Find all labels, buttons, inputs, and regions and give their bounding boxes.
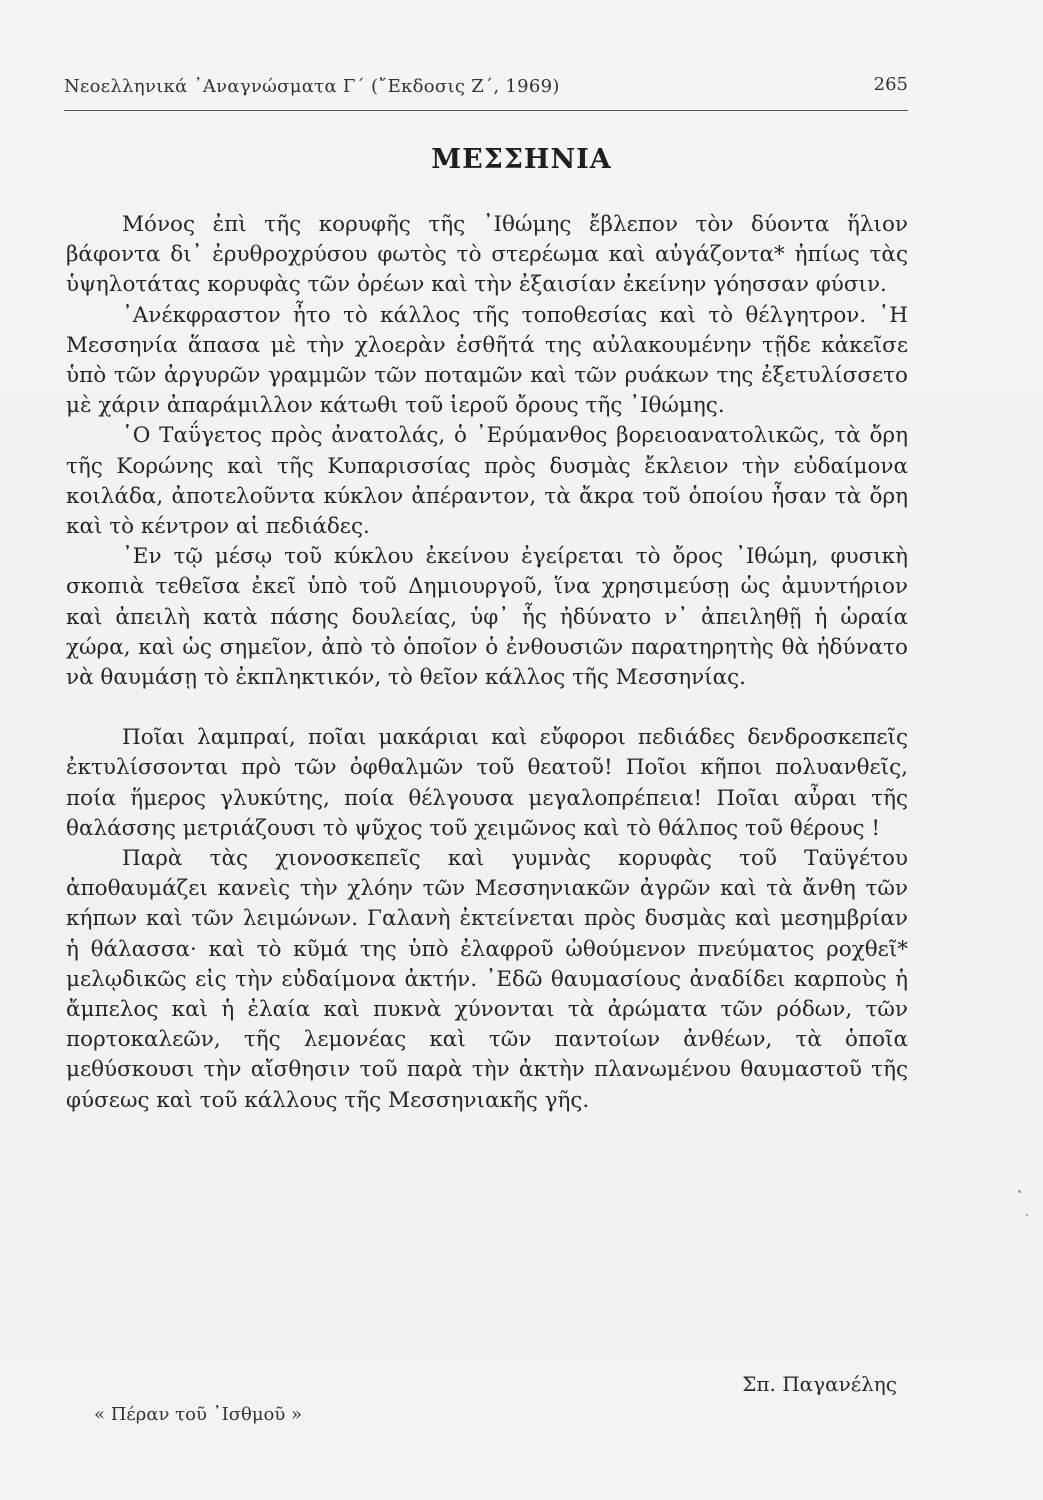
paragraph: ῾Ο Ταΰγετος πρὸς ἀνατολάς, ὁ ᾿Ερύμανθος βορειοανατολικῶς, τὰ ὄρη τῆς Κορώνης καὶ τῆς Κυπαρισσίας πρὸς δυσμὰς ἔκλειον τὴν εὐδαίμονα κοιλάδα, ἀποτελοῦντα κύκλον ἀπέραντον, τὰ ἄκρα τοῦ ὁποίου ἦσαν τὰ ὄρη καὶ τὸ κέντρον αἱ πεδιάδες.	[66, 423, 908, 540]
author-signature: Σπ. Παγανέλης	[742, 1372, 897, 1396]
page-number: 265	[873, 74, 908, 95]
paragraph: ᾿Εν τῷ μέσῳ τοῦ κύκλου ἐκείνου ἐγείρεται τὸ ὄρος ᾿Ιθώμη, φυσικὴ σκοπιὰ τεθεῖσα ἐκεῖ ὑπὸ τοῦ Δημιουργοῦ, ἵνα χρησιμεύσῃ ὡς ἀμυντήριον καὶ ἀπειλὴ κατὰ πάσης δουλείας, ὑφ᾿ ἧς ἠδύνατο ν᾿ ἀπειληθῇ ἡ ὡραία χώρα, καὶ ὡς σημεῖον, ἀπὸ τὸ ὁποῖον ὁ ἐνθουσιῶν παρατηρητὴς θὰ ἠδύνατο νὰ θαυμάσῃ τὸ ἐκπληκτικόν, τὸ θεῖον κάλλος τῆς Μεσσηνίας.	[66, 544, 908, 691]
paragraph: Παρὰ τὰς χιονοσκεπεῖς καὶ γυμνὰς κορυφὰς τοῦ Ταϋγέτου ἀποθαυμάζει κανεὶς τὴν χλόην τῶν Μεσσηνιακῶν ἀγρῶν καὶ τὰ ἄνθη τῶν κήπων καὶ τῶν λειμώνων. Γαλανὴ ἐκτείνεται πρὸς δυσμὰς καὶ μεσημβρίαν ἡ θάλασσα· καὶ τὸ κῦμά της ὑπὸ ἐλαφροῦ ὠθούμενον πνεύματος ροχθεῖ* μελῳδικῶς εἰς τὴν εὐδαίμονα ἀκτήν. ᾿Εδῶ θαυμασίους ἀναδίδει καρποὺς ἡ ἄμπελος καὶ ἡ ἐλαία καὶ πυκνὰ χύνονται τὰ ἀρώματα τῶν ρόδων, τῶν πορτοκαλεῶν, τῆς λεμονέας καὶ τῶν παντοίων ἀνθέων, τὰ ὁποῖα μεθύσκουσι τὴν αἴσθησιν τοῦ παρὰ τὴν ἀκτὴν πλανωμένου θαυμαστοῦ τῆς φύσεως καὶ τοῦ κάλλους τῆς Μεσσηνιακῆς γῆς.	[66, 846, 908, 1113]
paragraph: ᾿Ανέκφραστον ἦτο τὸ κάλλος τῆς τοποθεσίας καὶ τὸ θέλγητρον. ῾Η Μεσσηνία ἅπασα μὲ τὴν χλοερὰν ἐσθῆτά της αὐλακουμένην τῇδε κἀκεῖσε ὑπὸ τῶν ἀργυρῶν γραμμῶν τῶν ποταμῶν καὶ τῶν ρυάκων της ἐξετυλίσσετο μὲ χάριν ἀπαράμιλλον κάτωθι τοῦ ἱεροῦ ὄρους τῆς ᾿Ιθώμης.	[66, 302, 908, 419]
book-title: Νεοελληνικά ᾿Αναγνώσματα Γ΄ (῎Εκδοσις Ζ΄, 1969)	[64, 76, 560, 97]
paper-speck	[1018, 1190, 1021, 1193]
running-header	[64, 70, 908, 111]
chapter-title: ΜΕΣΣΗΝΙΑ	[431, 144, 612, 175]
text-body	[66, 210, 908, 1116]
paragraph: Μόνος ἐπὶ τῆς κορυφῆς τῆς ᾿Ιθώμης ἔβλεπον τὸν δύοντα ἥλιον βάφοντα δι᾿ ἐρυθροχρύσου φωτὸς τὸ στερέωμα καὶ αὐγάζοντα* ἠπίως τὰς ὑψηλοτάτας κορυφὰς τῶν ὀρέων καὶ τὴν ἐξαισίαν ἐκείνην γόησσαν φύσιν.	[66, 212, 908, 298]
source-citation: « Πέραν τοῦ ᾿Ισθμοῦ »	[94, 1404, 303, 1425]
paper-speck	[1026, 1214, 1028, 1216]
paragraph: Ποῖαι λαμπραί, ποῖαι μακάριαι καὶ εὔφοροι πεδιάδες δενδροσκεπεῖς ἐκτυλίσσονται πρὸ τῶν ὀφθαλμῶν τοῦ θεατοῦ! Ποῖοι κῆποι πολυανθεῖς, ποία ἥμερος γλυκύτης, ποία θέλγουσα μεγαλοπρέπεια! Ποῖαι αὖραι τῆς θαλάσσης μετριάζουσι τὸ ψῦχος τοῦ χειμῶνος καὶ τὸ θάλπος τοῦ θέρους !	[66, 725, 908, 841]
